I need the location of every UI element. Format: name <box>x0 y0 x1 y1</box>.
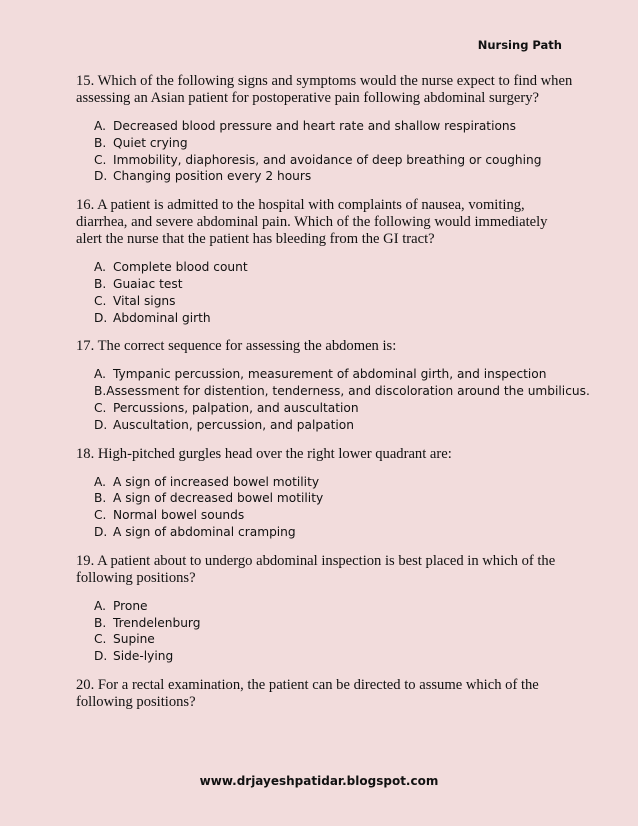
option-letter: A. <box>94 260 106 275</box>
options-18 <box>76 474 576 541</box>
question-16: 16. A patient is admitted to the hospital with complaints of nausea, vomiting, diarrhea, and severe abdominal pain. Which of the following would immediately alert the nurse that the patient has bleeding from the GI tract? <box>76 197 548 248</box>
option-16-b <box>94 276 576 293</box>
option-17-b <box>94 383 590 400</box>
option-letter: D. <box>94 417 108 432</box>
option-letter: B. <box>94 384 107 399</box>
option-letter: A. <box>94 598 106 613</box>
option-18-a <box>94 474 576 491</box>
option-17-c <box>94 400 576 417</box>
option-18-b <box>94 490 576 507</box>
option-text: Decreased blood pressure and heart rate and shallow respirations <box>113 119 517 133</box>
option-letter: B. <box>94 135 107 150</box>
option-letter: A. <box>94 474 106 489</box>
option-19-c <box>94 631 576 648</box>
question-15: 15. Which of the following signs and symptoms would the nurse expect to find when assessing an Asian patient for postoperative pain following abdominal surgery? <box>76 73 573 106</box>
option-letter: D. <box>94 649 108 664</box>
question-18: 18. High-pitched gurgles head over the right lower quadrant are: <box>76 445 452 462</box>
option-text: Abdominal girth <box>113 310 211 325</box>
question-20: 20. For a rectal examination, the patient can be directed to assume which of the following positions? <box>76 676 539 710</box>
option-letter: B. <box>94 491 107 506</box>
option-text: Guaiac test <box>113 276 183 291</box>
page-footer-url: www.drjayeshpatidar.blogspot.com <box>199 774 439 788</box>
option-15-a <box>94 118 576 135</box>
option-15-d <box>94 168 576 185</box>
option-letter: C. <box>94 152 107 167</box>
document-body <box>76 73 590 722</box>
option-text: Changing position every 2 hours <box>113 169 312 184</box>
option-text: Tympanic percussion, measurement of abdominal girth, and inspection <box>113 367 547 382</box>
option-text: Supine <box>113 632 155 647</box>
option-text: Vital signs <box>113 293 176 308</box>
option-text: A sign of increased bowel motility <box>113 474 320 489</box>
option-16-d <box>94 310 576 327</box>
option-text: A sign of abdominal cramping <box>113 524 296 539</box>
option-text: Immobility, diaphoresis, and avoidance of deep breathing or coughing <box>113 152 542 167</box>
option-letter: A. <box>94 367 106 382</box>
option-letter: B. <box>94 615 107 630</box>
option-letter: B. <box>94 276 107 291</box>
option-letter: D. <box>94 310 108 325</box>
option-19-a <box>94 598 576 615</box>
options-16 <box>76 259 576 326</box>
option-letter: C. <box>94 632 107 647</box>
option-17-d <box>94 417 576 434</box>
option-letter: C. <box>94 400 107 415</box>
option-letter: C. <box>94 508 107 523</box>
options-19 <box>76 598 576 665</box>
question-17: 17. The correct sequence for assessing the abdomen is: <box>76 338 397 355</box>
option-17-a <box>94 366 576 383</box>
option-18-d <box>94 524 576 541</box>
option-letter: A. <box>94 119 106 133</box>
option-letter: C. <box>94 293 107 308</box>
page-header: Nursing Path <box>477 38 562 52</box>
option-text: Auscultation, percussion, and palpation <box>113 417 354 432</box>
option-text: A sign of decreased bowel motility <box>113 491 324 506</box>
option-text: Prone <box>113 598 148 613</box>
option-text: Assessment for distention, tenderness, and discoloration around the umbilicus. <box>106 384 590 399</box>
option-text: Normal bowel sounds <box>113 508 245 523</box>
option-15-b <box>94 135 576 152</box>
option-text: Side-lying <box>113 649 174 664</box>
option-letter: D. <box>94 524 108 539</box>
option-text: Percussions, palpation, and auscultation <box>113 400 359 415</box>
option-18-c <box>94 507 576 524</box>
options-17 <box>76 366 590 433</box>
option-text: Trendelenburg <box>113 615 201 630</box>
option-16-a <box>94 259 576 276</box>
option-text: Complete blood count <box>113 260 248 275</box>
option-16-c <box>94 293 576 310</box>
question-19: 19. A patient about to undergo abdominal inspection is best placed in which of the following positions? <box>76 552 556 586</box>
option-letter: D. <box>94 169 108 184</box>
options-15 <box>76 118 576 185</box>
option-15-c <box>94 152 576 169</box>
option-text: Quiet crying <box>113 135 188 150</box>
option-19-d <box>94 648 576 665</box>
option-19-b <box>94 615 576 632</box>
